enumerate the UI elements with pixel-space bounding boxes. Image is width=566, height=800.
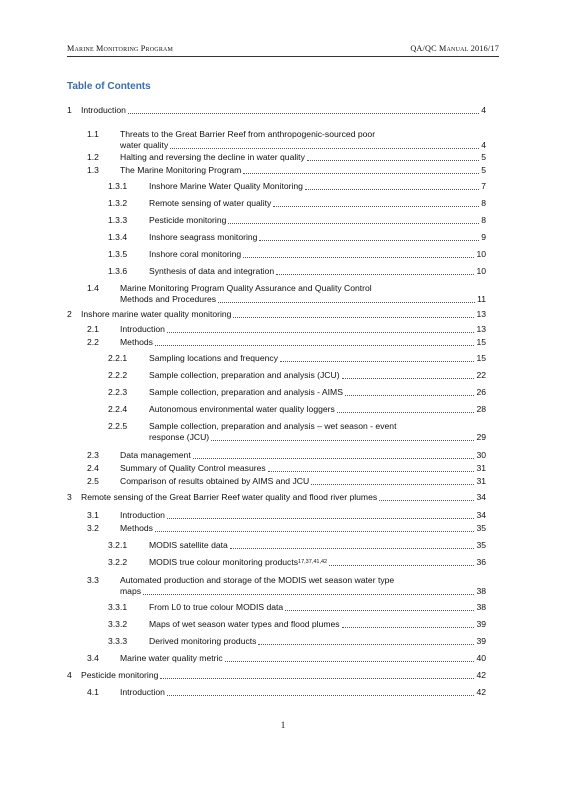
toc-entry-title: Pesticide monitoring: [149, 215, 227, 225]
toc-entry-title-cont: water quality: [120, 140, 169, 150]
toc-entry-number: 2.2.4: [108, 404, 128, 414]
dot-leader: [345, 394, 474, 396]
toc-entry[interactable]: [67, 463, 486, 474]
toc-entry-title: Autonomous environmental water quality loggers: [149, 404, 335, 414]
dot-leader: [268, 470, 475, 472]
toc-entry-title: Sample collection, preparation and analysis – wet season - event: [149, 421, 397, 431]
dot-leader: [218, 301, 475, 303]
toc-entry-title: Derived monitoring products: [149, 636, 257, 646]
dot-leader: [211, 439, 474, 441]
toc-entry-number: 2.2.5: [108, 421, 128, 431]
toc-entry-title: Synthesis of data and integration: [149, 266, 275, 276]
dot-leader: [329, 564, 474, 566]
toc-entry-title: Pesticide monitoring: [81, 670, 159, 680]
toc-entry[interactable]: [67, 523, 486, 534]
running-header: [67, 44, 499, 53]
toc-entry-page: 9: [481, 232, 486, 242]
toc-entry-page: 42: [476, 670, 486, 680]
toc-entry-title: Introduction: [120, 324, 165, 334]
dot-leader: [155, 530, 474, 532]
toc-entry-page: 34: [476, 492, 486, 502]
toc-entry-title: Automated production and storage of the MODIS wet season water type: [120, 575, 395, 585]
dot-leader: [342, 626, 475, 628]
toc-entry-number: 1.3.3: [108, 215, 128, 225]
toc-entry-page: 15: [476, 353, 486, 363]
toc-entry-page: 5: [481, 152, 486, 162]
dot-leader: [160, 677, 474, 679]
toc-entry-page: 26: [476, 387, 486, 397]
toc-entry-page: 34: [476, 510, 486, 520]
toc-entry[interactable]: [67, 152, 486, 163]
toc-entry-title: Remote sensing of the Great Barrier Reef water quality and flood river plumes: [81, 492, 378, 502]
dot-leader: [143, 593, 474, 595]
toc-entry-page: 4: [481, 105, 486, 115]
toc-entry-number: 1.4: [87, 283, 99, 293]
dot-leader: [193, 457, 475, 459]
toc-entry-number: 2: [67, 309, 72, 319]
dot-leader: [225, 660, 475, 662]
toc-entry-number: 1.3.2: [108, 198, 128, 208]
dot-leader: [379, 499, 474, 501]
toc-entry-number: 3.1: [87, 510, 99, 520]
toc-entry[interactable]: [67, 198, 486, 209]
toc-entry[interactable]: [67, 266, 486, 277]
toc-entry-number: 2.2: [87, 337, 99, 347]
toc-entry-number: 1.3: [87, 165, 99, 175]
toc-entry[interactable]: [67, 129, 486, 151]
toc-entry-title: Inshore coral monitoring: [149, 249, 242, 259]
toc-entry-number: 3.3.1: [108, 602, 128, 612]
toc-entry-title: Summary of Quality Control measures: [120, 463, 266, 473]
toc-entry-page: 13: [476, 309, 486, 319]
dot-leader: [280, 360, 474, 362]
toc-entry[interactable]: [67, 476, 486, 487]
toc-entry-title: Halting and reversing the decline in water quality: [120, 152, 305, 162]
toc-entry[interactable]: [67, 636, 486, 647]
dot-leader: [273, 205, 479, 207]
toc-entry-number: 1.3.1: [108, 181, 128, 191]
toc-entry-page: 29: [476, 432, 486, 442]
toc-entry[interactable]: [67, 492, 486, 503]
toc-entry-number: 1: [67, 105, 72, 115]
dot-leader: [233, 316, 474, 318]
toc-entry-citation: 17,37,41,42: [298, 559, 328, 565]
dot-leader: [128, 112, 479, 114]
dot-leader: [228, 222, 479, 224]
toc-entry-number: 2.3: [87, 450, 99, 460]
dot-leader: [167, 517, 475, 519]
toc-entry-number: 3.3: [87, 575, 99, 585]
toc-entry-title-cont: Methods and Procedures: [120, 294, 217, 304]
toc-entry-title: Introduction: [120, 510, 165, 520]
toc-entry[interactable]: [67, 421, 486, 443]
toc-entry[interactable]: [67, 557, 486, 568]
dot-leader: [243, 256, 474, 258]
toc-entry[interactable]: [67, 337, 486, 348]
toc-entry-title: From L0 to true colour MODIS data: [149, 602, 284, 612]
dot-leader: [276, 273, 474, 275]
header-left: Marine Monitoring Program: [67, 44, 174, 53]
toc-entry-page: 22: [476, 370, 486, 380]
toc-entry-page: 42: [476, 687, 486, 697]
toc-entry-title: The Marine Monitoring Program: [120, 165, 242, 175]
toc-entry-number: 1.1: [87, 129, 99, 139]
toc-entry-page: 39: [476, 619, 486, 629]
toc-entry-title: Marine water quality metric: [120, 653, 223, 663]
toc-entry[interactable]: [67, 619, 486, 630]
toc-entry-title: Sample collection, preparation and analysis (JCU): [149, 370, 340, 380]
toc-entry-title-cont: maps: [120, 586, 142, 596]
page-number: 1: [280, 720, 286, 730]
toc-entry-page: 31: [476, 476, 486, 486]
toc-entry-page: 40: [476, 653, 486, 663]
toc-entry-title: MODIS true colour monitoring products: [149, 557, 299, 567]
toc-entry-number: 2.2.3: [108, 387, 128, 397]
toc-entry-page: 8: [481, 215, 486, 225]
dot-leader: [167, 694, 475, 696]
toc-entry[interactable]: [67, 540, 486, 551]
dot-leader: [342, 377, 475, 379]
toc-entry-page: 10: [476, 266, 486, 276]
toc-entry-title: Marine Monitoring Program Quality Assurance and Quality Control: [120, 283, 372, 293]
toc-entry-title: MODIS satellite data: [149, 540, 228, 550]
toc-entry[interactable]: [67, 249, 486, 260]
dot-leader: [243, 172, 479, 174]
toc-entry[interactable]: [67, 404, 486, 415]
toc-entry-number: 2.5: [87, 476, 99, 486]
toc-entry-title: Inshore seagrass monitoring: [149, 232, 258, 242]
toc-entry-number: 2.4: [87, 463, 99, 473]
toc-entry-title: Introduction: [81, 105, 126, 115]
toc-entry[interactable]: [67, 450, 486, 461]
dot-leader: [285, 609, 474, 611]
toc-entry[interactable]: [67, 370, 486, 381]
toc-entry-page: 36: [476, 557, 486, 567]
dot-leader: [259, 239, 479, 241]
toc-entry[interactable]: [67, 687, 486, 698]
toc-entry-number: 4.1: [87, 687, 99, 697]
toc-entry-page: 38: [476, 586, 486, 596]
toc-entry-page: 35: [476, 523, 486, 533]
toc-entry-page: 38: [476, 602, 486, 612]
toc-entry-number: 2.2.1: [108, 353, 128, 363]
toc-entry-number: 1.3.4: [108, 232, 128, 242]
toc-entry-number: 1.3.5: [108, 249, 128, 259]
toc-entry[interactable]: [67, 105, 486, 116]
toc-entry[interactable]: [67, 387, 486, 398]
toc-entry-page: 10: [476, 249, 486, 259]
header-rule: [67, 56, 499, 57]
toc-entry-number: 2.2.2: [108, 370, 128, 380]
toc-entry-number: 3.2.2: [108, 557, 128, 567]
dot-leader: [305, 188, 479, 190]
dot-leader: [230, 547, 475, 549]
toc-entry-page: 4: [481, 140, 486, 150]
dot-leader: [307, 159, 479, 161]
toc-entry-title: Inshore marine water quality monitoring: [81, 309, 232, 319]
dot-leader: [167, 331, 475, 333]
toc-entry-title: Data management: [120, 450, 191, 460]
toc-entry[interactable]: [67, 510, 486, 521]
dot-leader: [170, 147, 479, 149]
toc-entry-page: 39: [476, 636, 486, 646]
dot-leader: [311, 483, 474, 485]
toc-entry-number: 3.2: [87, 523, 99, 533]
toc-entry[interactable]: [67, 165, 486, 176]
toc-entry-title: Remote sensing of water quality: [149, 198, 272, 208]
toc-entry-title: Sample collection, preparation and analysis - AIMS: [149, 387, 343, 397]
header-right: QA/QC Manual 2016/17: [410, 44, 499, 53]
toc-entry-title: Sampling locations and frequency: [149, 353, 278, 363]
toc-entry[interactable]: [67, 181, 486, 192]
toc-entry[interactable]: [67, 309, 486, 320]
toc-entry-number: 3.3.2: [108, 619, 128, 629]
toc-entry-title: Methods: [120, 523, 153, 533]
toc-entry[interactable]: [67, 575, 486, 597]
toc-entry[interactable]: [67, 215, 486, 226]
toc-entry-page: 11: [477, 294, 486, 304]
toc-entry[interactable]: [67, 353, 486, 364]
toc-entry-page: 13: [476, 324, 486, 334]
toc-entry-title: Threats to the Great Barrier Reef from anthropogenic-sourced poor: [120, 129, 376, 139]
toc-entry[interactable]: [67, 653, 486, 664]
toc-entry-number: 4: [67, 670, 72, 680]
toc-entry-title-cont: response (JCU): [149, 432, 210, 442]
toc-entry-page: 5: [481, 165, 486, 175]
toc-entry-number: 3.4: [87, 653, 99, 663]
toc-entry[interactable]: [67, 283, 486, 305]
toc-entry-page: 7: [481, 181, 486, 191]
toc-entry[interactable]: [67, 232, 486, 243]
toc-entry-number: 3.3.3: [108, 636, 128, 646]
toc-entry[interactable]: [67, 602, 486, 613]
toc-entry-page: 28: [476, 404, 486, 414]
toc-entry[interactable]: [67, 670, 486, 681]
dot-leader: [155, 344, 474, 346]
toc-entry-number: 2.1: [87, 324, 99, 334]
dot-leader: [337, 411, 475, 413]
toc-entry-title: Comparison of results obtained by AIMS and JCU: [120, 476, 310, 486]
toc-entry-number: 3.2.1: [108, 540, 128, 550]
toc-entry-number: 1.2: [87, 152, 99, 162]
toc-entry-number: 1.3.6: [108, 266, 128, 276]
toc-entry-title: Introduction: [120, 687, 165, 697]
toc-entry-title: Methods: [120, 337, 153, 347]
toc-title: Table of Contents: [67, 81, 151, 92]
toc-entry-title: Maps of wet season water types and flood plumes: [149, 619, 340, 629]
toc-entry-page: 8: [481, 198, 486, 208]
toc-entry-page: 30: [476, 450, 486, 460]
toc-entry[interactable]: [67, 324, 486, 335]
toc-entry-title: Inshore Marine Water Quality Monitoring: [149, 181, 303, 191]
toc-entry-page: 35: [476, 540, 486, 550]
toc-entry-number: 3: [67, 492, 72, 502]
dot-leader: [258, 643, 474, 645]
toc-entry-page: 15: [476, 337, 486, 347]
toc-entry-page: 31: [476, 463, 486, 473]
